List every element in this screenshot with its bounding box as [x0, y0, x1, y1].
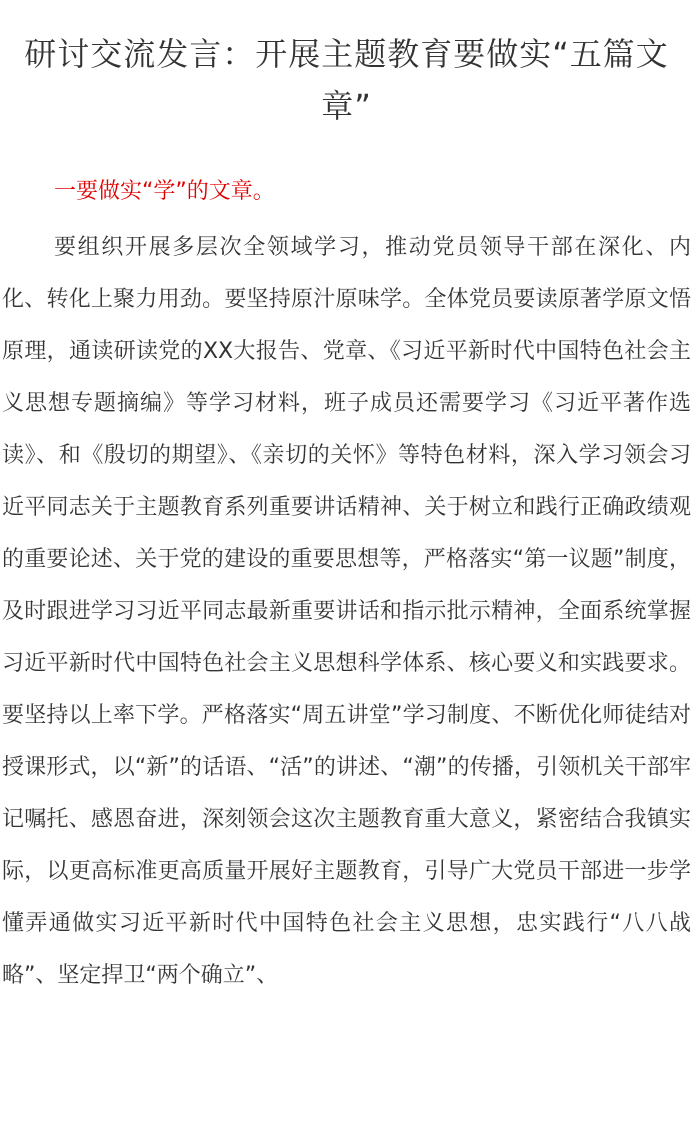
article [0, 28, 693, 1002]
body-paragraph: 要组织开展多层次全领域学习，推动党员领导干部在深化、内化、转化上聚力用劲。要坚持原汁原味学。全体党员要读原著学原文悟原理，通读研读党的XX大报告、党章、《习近平新时代中国特色社会主义思想专题摘编》等学习材料，班子成员还需要学习《习近平著作选读》、和《殷切的期望》、《亲切的关怀》等特色材料，深入学习领会习近平同志关于主题教育系列重要讲话精神、关于树立和践行正确政绩观的重要论述、关于党的建设的重要思想等，严格落实“第一议题”制度，及时跟进学习习近平同志最新重要讲话和指示批示精神，全面系统掌握习近平新时代中国特色社会主义思想科学体系、核心要义和实践要求。要坚持以上率下学。严格落实“周五讲堂”学习制度、不断优化师徒结对授课形式，以“新”的话语、“活”的讲述、“潮”的传播，引领机关干部牢记嘱托、感恩奋进，深刻领会这次主题教育重大意义，紧密结合我镇实际，以更高标准更高质量开展好主题教育，引导广大党员干部进一步学懂弄通做实习近平新时代中国特色社会主义思想，忠实践行“八八战略”、坚定捍卫“两个确立”、 [2, 235, 691, 988]
article-title: 研讨交流发言：开展主题教育要做实“五篇文章” [24, 35, 669, 125]
section-heading: 一要做实“学”的文章。 [54, 179, 275, 204]
